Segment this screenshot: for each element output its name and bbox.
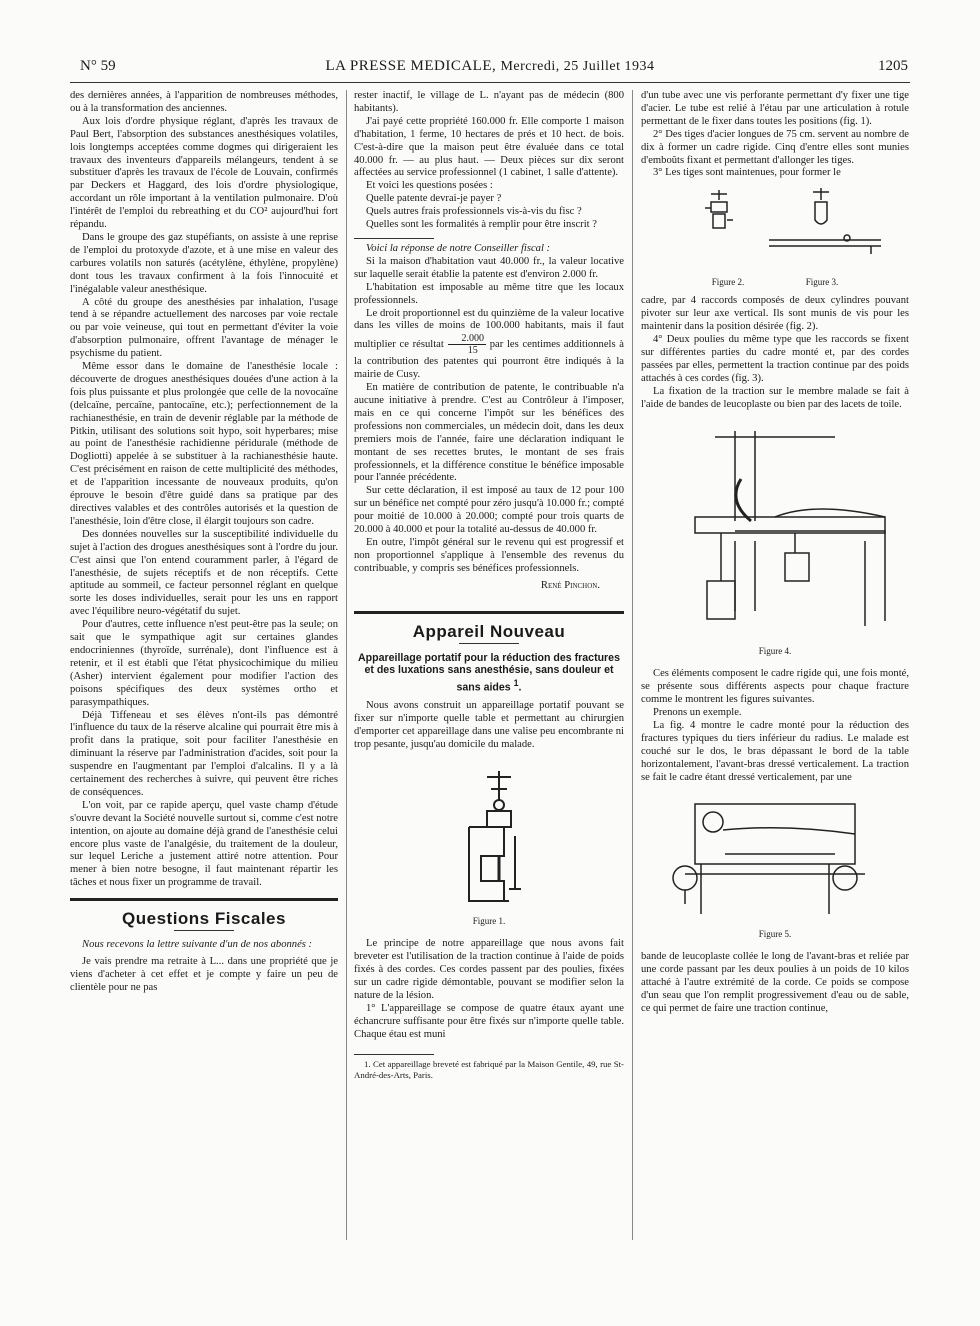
paragraph: L'habitation est imposable au même titre que les locaux professionnels.	[354, 281, 624, 306]
figure-caption: Figure 1.	[472, 916, 506, 927]
paragraph: cadre, par 4 raccords composés de deux cylindres pouvant pivoter sur leur axe vertical. Ils sont munis de vis pour les maintenir dans la position désirée (fig. 2).	[641, 295, 909, 333]
section-title-appareil-nouveau: Appareil Nouveau	[412, 621, 566, 641]
paragraph: Des données nouvelles sur la susceptibilité individuelle du sujet à l'action des drogues anesthésiques sont à l'ordre du jour. C'est ainsi que l'on entend couramment parler, à l'égard de l'anesthésie, de sujets réceptifs et de non réceptifs. Cette aptitude au sommeil, ce facteur personnel réglant en quelque sorte les doses individuelles, serait pour les uns en rapport avec l'équilibre neuro-végétatif du sujet.	[70, 528, 338, 618]
fraction: $\frac{2.000}{15}$	[448, 333, 487, 356]
figure-caption: Figure 5.	[758, 929, 792, 940]
column-1	[70, 90, 338, 995]
figure-2-3-drawing	[641, 180, 909, 276]
paragraph: Prenons un exemple.	[653, 707, 742, 719]
paragraph: La fixation de la traction sur le membre malade se fait à l'aide de bandes de leucoplaste ou bien par des lacets de toile.	[641, 385, 909, 410]
figure-1-clamp-drawing	[429, 761, 549, 911]
figure-4-traction-drawing	[655, 421, 895, 641]
column-divider	[346, 90, 347, 1240]
paragraph: Dans le groupe des gaz stupéfiants, on assiste à une reprise de l'emploi du protoxyde d'azote, et à une mise en valeur des carbures volatils non saturés (acétylène, éthylène, propylène) dont tous les travaux confirment à la fois l'innocuité et l'inégalable valeur anesthésique.	[70, 231, 338, 295]
paragraph: bande de leucoplaste collée le long de l'avant-bras et reliée par une corde passant par les deux poulies à un poids de 10 kilos attaché à l'autre extrémité de la corde. Ce poids se compose d'un seau que l'on remplit progressivement d'eau ou de sable, ce qui permet de faire une traction continue,	[641, 951, 909, 1014]
figure-5-patient-drawing	[665, 794, 885, 924]
header-rule	[70, 82, 910, 83]
paragraph: 3° Les tiges sont maintenues, pour former le	[653, 167, 841, 179]
paragraph: A côté du groupe des anesthésies par inhalation, l'usage tend à se répandre actuellement des narcoses par voie rectale ou par voie veineuse, qui tout en permettant d'éviter la voie d'absorption pulmonaire, offrent l'avantage de ménager le psychisme du patient.	[70, 296, 338, 360]
paragraph: Quels autres frais professionnels vis-à-vis du fisc ?	[366, 206, 582, 218]
paragraph: 2° Des tiges d'acier longues de 75 cm. servent au nombre de dix à former un cadre rigide. Cinq d'entre elles sont munies d'emboûts fixant et permettant d'allonger les tiges.	[641, 128, 909, 166]
page-header	[72, 58, 908, 78]
paragraph: La fig. 4 montre le cadre monté pour la réduction des fractures typiques du tiers inférieur du radius. Le malade est couché sur le dos, le bras dépassant le bord de la table horizontalement, l'avant-bras dressé verticalement. La traction se fait le cadre étant dressé verticalement, par une	[641, 719, 909, 783]
footnote-rule	[354, 1054, 434, 1055]
figure-caption: Figure 2.	[711, 277, 745, 288]
reply-intro: Voici la réponse de notre Conseiller fiscal :	[366, 242, 551, 254]
column-divider	[632, 90, 633, 1240]
paragraph: Ces éléments composent le cadre rigide qui, une fois monté, se présente sous différents aspects pour chaque fracture comme le montrent les figures suivantes.	[641, 668, 909, 706]
section-title-questions-fiscales: Questions Fiscales	[122, 909, 286, 929]
figure-caption: Figure 3.	[805, 277, 839, 288]
paragraph: rester inactif, le village de L. n'ayant pas de médecin (800 habitants).	[354, 90, 624, 114]
section-rule	[70, 898, 338, 901]
paragraph: Aux lois d'ordre physique réglant, d'après les travaux de Paul Bert, l'absorption des substances anesthésiques volatiles, lois longtemps acceptées comme dogmes qui dirigeraient les travaux des inventeurs d'appareils mélangeurs, tendent à se substituer d'après les travaux de l'école de Louvain, confirmés par Deckers et Haggard, des lois d'ordre physiologique, accordant un rôle important à la ventilation pulmonaire. D'où l'intérêt de l'emploi du rebreathing et du CO² aujourd'hui fort répandu.	[70, 115, 338, 231]
column-2	[354, 90, 624, 1081]
paragraph: En outre, l'impôt général sur le revenu qui est progressif et non proportionnel s'applique à l'ensemble des revenus du contribuable, y compris ses bénéfices professionnels.	[354, 537, 624, 574]
signature: René Pinchon.	[540, 579, 600, 591]
paragraph: Le principe de notre appareillage que nous avons fait breveter est l'utilisation de la traction continue à l'aide de poids fixés à des cordes. Ces cordes passent par des poulies, fixées sur un cadre rigide démontable, pouvant se modifier selon la nature de la lésion.	[354, 938, 624, 1001]
paragraph: Quelles sont les formalités à remplir pour être inscrit ?	[366, 219, 597, 231]
paragraph: En matière de contribution de patente, le contribuable n'a aucune initiative à prendre. C'est au Contrôleur à l'imposer, mais en ce qui concerne l'impôt sur les bénéfices des professions non commerciales, un médecin doit, dans les deux premiers mois de l'année, faire une déclaration indiquant le montant de ses recettes brutes, le montant de ses frais professionnels, et la différence constitue le bénéfice imposable pour l'année précédente.	[354, 382, 624, 484]
figure-caption: Figure 4.	[758, 646, 792, 657]
paragraph: Pour d'autres, cette influence n'est peut-être pas la seule; on sait que le sympathique agit sur certaines glandes endocriniennes (thyroïde, surrénale), dont l'influence est à retenir, et il est établi que l'état physicochimique du milieu (Asher) intervient également pour modifier l'action des poisons spécifiques des deux systèmes ortho et parasympathiques.	[70, 619, 338, 708]
issue-number: N° 59	[80, 58, 116, 74]
letter-intro: Nous recevons la lettre suivante d'un de nos abonnés :	[82, 939, 313, 951]
divider	[354, 238, 434, 239]
paragraph: 4° Deux poulies du même type que les raccords se fixent sur différentes parties du cadre monté et, par des cordes passées par elles, permettent la traction continue par des poids attachés à ces cordes (fig. 3).	[641, 333, 909, 384]
journal-title: LA PRESSE MEDICALE,	[325, 58, 497, 74]
paragraph: L'on voit, par ce rapide aperçu, quel vaste champ d'étude s'ouvre devant la Société nouvelle surtout si, comme c'est notre intention, on ajoute au domaine déjà grand de l'anesthésie celui encore plus vaste de l'analgésie, du traitement de la douleur, sur lequel Leriche a justement attiré notre attention. Pour mener à bien notre besogne, il faut maintenant répartir les tâches et nous fixer un programme de travail.	[70, 799, 338, 889]
paragraph: des dernières années, à l'apparition de nombreuses méthodes, ou à la transformation des anciennes.	[70, 90, 338, 114]
issue-date: Mercredi, 25 Juillet 1934	[500, 59, 655, 74]
article-subheading: Appareillage portatif pour la réduction des fractures et des luxations sans anesthésie, sans douleur et sans aides $^1$.	[358, 651, 620, 694]
title-rule	[459, 643, 519, 644]
paragraph: Et voici les questions posées :	[366, 180, 493, 192]
paragraph: J'ai payé cette propriété 160.000 fr. Elle comporte 1 maison d'habitation, 1 ferme, 10 hectares de prés et 10 hect. de bois. C'est-à-dire que la maison peut être évaluée dans ce total 40.000 fr. — au plus haut. — Deux pièces sur dix seront affectées au service professionnel (1 cabinet, 1 salle d'attente).	[354, 115, 624, 179]
column-3	[641, 90, 909, 1016]
section-rule	[354, 611, 624, 614]
paragraph: Même essor dans le domaine de l'anesthésie locale : découverte de drogues anesthésiques douées d'une action à la fois plus puissante et plus prolongée que celle de la novocaïne (delcaïne, percaïne, pantocaïne, etc.); perfectionnement de la rachianesthésie, en train de devenir réglable par la méthode de Pitkin, utilisant des solutions soit hypo, soit hyperbares; mise au point de l'anesthésie rachidienne péridurale (méthode de Dogliotti) appelée à se substituer à la rachianesthésie haute. C'est précisément en raison de cette multiplicité des méthodes, et de l'apparition incessante de nouveaux produits, qu'on éprouve le besoin d'être guidé dans sa pratique par des directives valables et des contrôles autorisés et la question de l'anesthésie, loin d'être close, il élargit toujours son cadre.	[70, 361, 338, 527]
paragraph: Nous avons construit un appareillage portatif pouvant se fixer sur n'importe quelle table et permettant au chirurgien d'emporter cet appareillage dans une valise peu encombrante ni trop pesante, jusqu'au domicile du malade.	[354, 699, 624, 750]
paragraph: Quelle patente devrai-je payer ?	[366, 193, 502, 205]
paragraph: d'un tube avec une vis perforante permettant d'y fixer une tige d'acier. Le tube est relié à l'étau par une articulation à rotule permettant de le fixer dans toutes les positions (fig. 1).	[641, 90, 909, 127]
paragraph: Sur cette déclaration, il est imposé au taux de 12 pour 100 sur un bénéfice net compté pour zéro jusqu'à 10.000 fr.; compté pour moitié de 10.000 à 20.000; compté pour trois quarts de 20.000 à 40.000 et pour la totalité au-dessus de 40.000 fr.	[354, 485, 624, 536]
title-rule	[174, 930, 234, 931]
page-number: 1205	[878, 58, 908, 74]
paragraph-fraction: Le droit proportionnel est du quinzième de la valeur locative dans les villes de moins de 100.000 habitants, mais il faut multiplier ce résultat $\frac{2.000}{15}$ par les centimes additionnels à la contribution des patentes qui pourront être indiqués à la mairie de Cusy.	[354, 307, 625, 381]
paragraph: Si la maison d'habitation vaut 40.000 fr., la valeur locative sur laquelle serait établie la patente est d'environ 2.000 fr.	[354, 255, 624, 280]
paragraph: Je vais prendre ma retraite à L... dans une propriété que je viens d'acheter à cet effet et je compte y faire un peu de clientèle pour ne pas	[70, 956, 338, 993]
paragraph: Déjà Tiffeneau et ses élèves n'ont-ils pas démontré l'influence du taux de la réserve alcaline qui pourrait être mis à profit dans la pratique, soit pour faciliter l'anesthésie en diminuant la réserve par l'administration d'acides, soit pour la suspendre en l'augmentant par l'emploi d'alcalins. Il y a là certainement des recherches à suivre, qui peuvent être riches de conséquences.	[70, 709, 338, 798]
paragraph: 1° L'appareillage se compose de quatre étaux ayant une échancrure suffisante pour être fixés sur n'importe quelle table. Chaque étau est muni	[354, 1002, 624, 1040]
footnote: 1. Cet appareillage breveté est fabriqué par la Maison Gentile, 49, rue St-André-des-Arts, Paris.	[354, 1058, 624, 1080]
